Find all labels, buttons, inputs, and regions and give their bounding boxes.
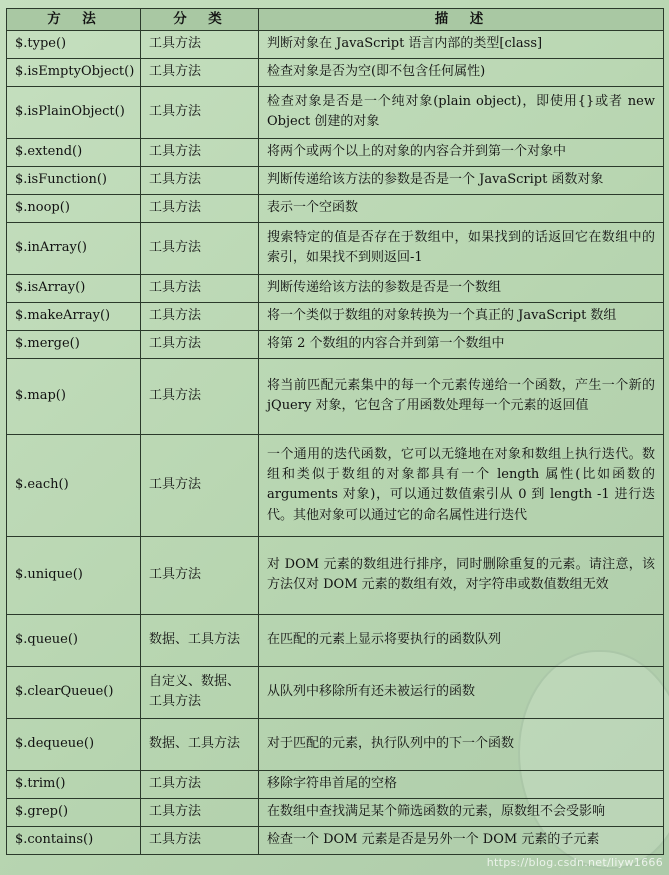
header-category: 分 类 — [141, 9, 259, 31]
cell-method: $.dequeue() — [7, 718, 141, 770]
table-row — [7, 826, 664, 854]
table-row — [7, 166, 664, 194]
cell-description: 检查对象是否为空(即不包含任何属性) — [259, 58, 664, 86]
cell-category: 自定义、数据、工具方法 — [141, 666, 259, 718]
cell-method: $.clearQueue() — [7, 666, 141, 718]
cell-method: $.noop() — [7, 194, 141, 222]
cell-description: 检查一个 DOM 元素是否是另外一个 DOM 元素的子元素 — [259, 826, 664, 854]
cell-category: 数据、工具方法 — [141, 614, 259, 666]
cell-category: 工具方法 — [141, 58, 259, 86]
cell-description: 移除字符串首尾的空格 — [259, 770, 664, 798]
cell-description: 将第 2 个数组的内容合并到第一个数组中 — [259, 330, 664, 358]
cell-description: 从队列中移除所有还未被运行的函数 — [259, 666, 664, 718]
cell-category: 工具方法 — [141, 222, 259, 274]
cell-category: 工具方法 — [141, 302, 259, 330]
cell-category: 工具方法 — [141, 826, 259, 854]
cell-description: 对 DOM 元素的数组进行排序，同时删除重复的元素。请注意，该方法仅对 DOM 元素的数组有效，对字符串或数值数组无效 — [259, 536, 664, 614]
table-row — [7, 770, 664, 798]
cell-category: 工具方法 — [141, 86, 259, 138]
table-header-row — [7, 9, 664, 31]
cell-method: $.isPlainObject() — [7, 86, 141, 138]
cell-method: $.queue() — [7, 614, 141, 666]
table-row — [7, 330, 664, 358]
cell-category: 工具方法 — [141, 798, 259, 826]
header-description: 描 述 — [259, 9, 664, 31]
cell-method: $.extend() — [7, 138, 141, 166]
cell-description: 将两个或两个以上的对象的内容合并到第一个对象中 — [259, 138, 664, 166]
cell-method: $.makeArray() — [7, 302, 141, 330]
table-row — [7, 614, 664, 666]
cell-description: 一个通用的迭代函数，它可以无缝地在对象和数组上执行迭代。数组和类似于数组的对象都具有一个 length 属性(比如函数的 arguments 对象)，可以通过数值索引从 0 到 length -1 进行迭代。其他对象可以通过它的命名属性进行迭代 — [259, 434, 664, 536]
jquery-utility-methods-table — [6, 8, 664, 855]
cell-method: $.isEmptyObject() — [7, 58, 141, 86]
cell-method: $.inArray() — [7, 222, 141, 274]
table-row — [7, 358, 664, 434]
cell-description: 判断对象在 JavaScript 语言内部的类型[class] — [259, 30, 664, 58]
cell-description: 搜索特定的值是否存在于数组中，如果找到的话返回它在数组中的索引，如果找不到则返回-1 — [259, 222, 664, 274]
cell-category: 工具方法 — [141, 194, 259, 222]
cell-category: 工具方法 — [141, 138, 259, 166]
table-row — [7, 138, 664, 166]
cell-description: 将当前匹配元素集中的每一个元素传递给一个函数，产生一个新的 jQuery 对象，它包含了用函数处理每一个元素的返回值 — [259, 358, 664, 434]
cell-method: $.contains() — [7, 826, 141, 854]
cell-description: 表示一个空函数 — [259, 194, 664, 222]
cell-method: $.isFunction() — [7, 166, 141, 194]
cell-description: 判断传递给该方法的参数是否是一个 JavaScript 函数对象 — [259, 166, 664, 194]
cell-description: 在数组中查找满足某个筛选函数的元素，原数组不会受影响 — [259, 798, 664, 826]
cell-method: $.each() — [7, 434, 141, 536]
cell-category: 工具方法 — [141, 274, 259, 302]
cell-category: 工具方法 — [141, 358, 259, 434]
cell-description: 检查对象是否是一个纯对象(plain object)，即使用{}或者 new Object 创建的对象 — [259, 86, 664, 138]
cell-method: $.trim() — [7, 770, 141, 798]
cell-category: 工具方法 — [141, 536, 259, 614]
table-row — [7, 194, 664, 222]
cell-category: 工具方法 — [141, 30, 259, 58]
cell-category: 工具方法 — [141, 330, 259, 358]
cell-method: $.map() — [7, 358, 141, 434]
cell-method: $.merge() — [7, 330, 141, 358]
table-row — [7, 30, 664, 58]
table-row — [7, 222, 664, 274]
table-row — [7, 274, 664, 302]
table-row — [7, 666, 664, 718]
table-row — [7, 302, 664, 330]
table-row — [7, 86, 664, 138]
cell-category: 数据、工具方法 — [141, 718, 259, 770]
cell-description: 判断传递给该方法的参数是否是一个数组 — [259, 274, 664, 302]
cell-category: 工具方法 — [141, 434, 259, 536]
cell-description: 对于匹配的元素，执行队列中的下一个函数 — [259, 718, 664, 770]
table-row — [7, 718, 664, 770]
cell-method: $.unique() — [7, 536, 141, 614]
cell-category: 工具方法 — [141, 770, 259, 798]
header-method: 方 法 — [7, 9, 141, 31]
table-row — [7, 798, 664, 826]
cell-description: 在匹配的元素上显示将要执行的函数队列 — [259, 614, 664, 666]
cell-category: 工具方法 — [141, 166, 259, 194]
cell-method: $.isArray() — [7, 274, 141, 302]
cell-method: $.grep() — [7, 798, 141, 826]
table-row — [7, 58, 664, 86]
table-row — [7, 434, 664, 536]
table-row — [7, 536, 664, 614]
cell-description: 将一个类似于数组的对象转换为一个真正的 JavaScript 数组 — [259, 302, 664, 330]
blog-watermark: https://blog.csdn.net/liyw1666 — [486, 856, 663, 869]
cell-method: $.type() — [7, 30, 141, 58]
